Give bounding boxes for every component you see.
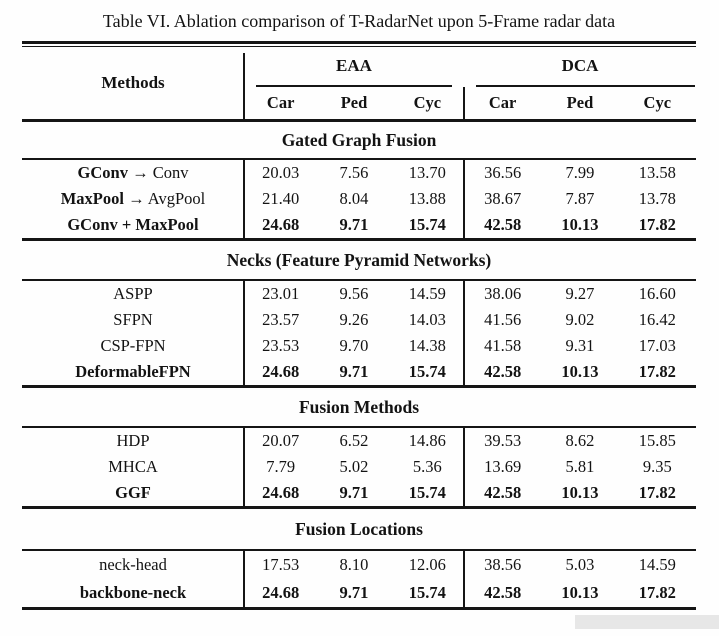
method-cell — [22, 430, 244, 450]
column-separator-1 — [243, 160, 245, 238]
value-cell: 7.79 — [266, 456, 296, 476]
group-header-eaa: EAA — [336, 56, 372, 75]
method-label-segment: GGF — [115, 482, 151, 502]
table-row — [22, 307, 696, 333]
section-title: Gated Graph Fusion — [281, 129, 437, 150]
value-cell: 6.52 — [339, 430, 369, 450]
value-cell: 42.58 — [484, 361, 522, 381]
method-label-segment: backbone-neck — [79, 582, 187, 602]
method-label-segment: HDP — [116, 430, 150, 450]
value-cell: 9.70 — [339, 335, 369, 355]
table-header — [22, 47, 696, 119]
table-row — [22, 212, 696, 238]
metric-group-headers — [244, 47, 696, 119]
column-separator-1 — [243, 551, 245, 607]
value-cell: 38.06 — [484, 283, 522, 303]
value-cell: 14.86 — [408, 430, 446, 450]
value-cell: 8.04 — [339, 188, 369, 208]
cmidrule-eaa — [256, 85, 452, 87]
table-row — [22, 359, 696, 385]
value-cell: 17.82 — [638, 361, 676, 381]
value-cell: 13.58 — [638, 162, 676, 182]
section-title: Fusion Locations — [295, 518, 423, 539]
table-row — [22, 428, 696, 454]
method-label-segment: ASPP — [113, 283, 153, 303]
method-cell — [22, 361, 244, 381]
value-cell: 24.68 — [262, 482, 300, 502]
value-cell: 9.31 — [565, 335, 595, 355]
method-cell — [22, 309, 244, 329]
methods-column-header: Methods — [101, 73, 165, 92]
value-cell: 13.78 — [638, 188, 676, 208]
value-cell: 10.13 — [561, 582, 599, 602]
value-cell: 24.68 — [262, 582, 300, 602]
table-row — [22, 551, 696, 579]
value-cell: 23.53 — [262, 335, 300, 355]
header-vertical-separator-2 — [463, 87, 465, 119]
value-cell: 38.67 — [484, 188, 522, 208]
value-cell: 24.68 — [262, 361, 300, 381]
value-cell: 23.57 — [262, 309, 300, 329]
value-cell: 38.56 — [484, 554, 522, 574]
column-separator-2 — [463, 551, 465, 607]
group-label-row — [244, 47, 696, 85]
column-separator-1 — [243, 281, 245, 385]
value-cell: 21.40 — [262, 188, 300, 208]
value-cell: 9.56 — [339, 283, 369, 303]
method-cell — [22, 283, 244, 303]
subcolumn-header-row — [244, 87, 696, 119]
table-row — [22, 281, 696, 307]
column-header-eaa-ped: Ped — [340, 93, 368, 112]
value-cell: 17.82 — [638, 214, 676, 234]
value-cell: 41.58 — [484, 335, 522, 355]
value-cell: 20.03 — [262, 162, 300, 182]
section-rows — [22, 428, 696, 506]
value-cell: 13.70 — [408, 162, 446, 182]
table-row — [22, 186, 696, 212]
column-separator-2 — [463, 428, 465, 506]
value-cell: 9.71 — [339, 214, 369, 234]
method-cell — [22, 456, 244, 476]
value-cell: 9.71 — [339, 361, 369, 381]
value-cell: 23.01 — [262, 283, 300, 303]
column-header-eaa-car: Car — [266, 93, 295, 112]
section-rows — [22, 551, 696, 607]
table-row — [22, 480, 696, 506]
value-cell: 9.71 — [339, 482, 369, 502]
table-row — [22, 160, 696, 186]
method-label-segment: neck-head — [99, 554, 167, 574]
value-cell: 8.62 — [565, 430, 595, 450]
method-cell — [22, 482, 244, 502]
value-cell: 13.88 — [408, 188, 446, 208]
watermark-remnant — [575, 615, 719, 629]
value-cell: 5.02 — [339, 456, 369, 476]
table-caption: Table VI. Ablation comparison of T-RadarNet upon 5-Frame radar data — [102, 11, 616, 31]
value-cell: 10.13 — [561, 361, 599, 381]
method-label-segment: MHCA — [108, 456, 158, 476]
method-label-segment: SFPN — [113, 309, 153, 329]
value-cell: 14.03 — [408, 309, 446, 329]
method-cell — [22, 335, 244, 355]
method-label-segment: GConv — [77, 162, 128, 182]
value-cell: 10.13 — [561, 482, 599, 502]
value-cell: 15.74 — [408, 361, 446, 381]
value-cell: 16.42 — [638, 309, 676, 329]
value-cell: 9.02 — [565, 309, 595, 329]
cmidrule-row — [244, 85, 696, 87]
column-separator-2 — [463, 281, 465, 385]
section-rows — [22, 160, 696, 238]
value-cell: 17.82 — [638, 582, 676, 602]
table-row — [22, 579, 696, 607]
value-cell: 39.53 — [484, 430, 522, 450]
method-label-segment: MaxPool — [60, 188, 124, 208]
value-cell: 9.26 — [339, 309, 369, 329]
value-cell: 5.36 — [412, 456, 442, 476]
section-title: Fusion Methods — [298, 396, 420, 417]
value-cell: 42.58 — [484, 582, 522, 602]
value-cell: 36.56 — [484, 162, 522, 182]
value-cell: 41.56 — [484, 309, 522, 329]
value-cell: 9.71 — [339, 582, 369, 602]
value-cell: 5.03 — [565, 554, 595, 574]
method-label-segment: CSP-FPN — [100, 335, 166, 355]
value-cell: 16.60 — [638, 283, 676, 303]
method-cell — [22, 554, 244, 574]
value-cell: 20.07 — [262, 430, 300, 450]
value-cell: 9.35 — [642, 456, 672, 476]
value-cell: 12.06 — [408, 554, 446, 574]
header-vertical-separator-1 — [243, 53, 245, 119]
section-title: Necks (Feature Pyramid Networks) — [226, 249, 492, 270]
method-cell — [22, 214, 244, 234]
value-cell: 15.74 — [408, 214, 446, 234]
value-cell: 9.27 — [565, 283, 595, 303]
column-header-dca-car: Car — [488, 93, 517, 112]
value-cell: 14.38 — [408, 335, 446, 355]
table-row — [22, 454, 696, 480]
ablation-table — [22, 0, 696, 610]
column-header-dca-cyc: Cyc — [643, 93, 672, 112]
value-cell: 15.74 — [408, 582, 446, 602]
table-bottom-rule — [22, 607, 696, 610]
value-cell: 24.68 — [262, 214, 300, 234]
value-cell: 13.69 — [484, 456, 522, 476]
value-cell: 14.59 — [638, 554, 676, 574]
value-cell: 17.03 — [638, 335, 676, 355]
method-cell — [22, 162, 244, 182]
column-separator-1 — [243, 428, 245, 506]
cmidrule-dca — [476, 85, 695, 87]
value-cell: 42.58 — [484, 214, 522, 234]
value-cell: 14.59 — [408, 283, 446, 303]
value-cell: 10.13 — [561, 214, 599, 234]
column-header-eaa-cyc: Cyc — [413, 93, 442, 112]
value-cell: 17.82 — [638, 482, 676, 502]
method-label-segment: GConv + MaxPool — [67, 214, 199, 234]
method-label-segment: → AvgPool — [123, 188, 206, 208]
method-cell — [22, 582, 244, 602]
value-cell: 15.85 — [638, 430, 676, 450]
column-separator-2 — [463, 160, 465, 238]
method-label-segment: DeformableFPN — [75, 361, 191, 381]
table-row — [22, 333, 696, 359]
value-cell: 7.56 — [339, 162, 369, 182]
table-sections — [22, 122, 696, 610]
value-cell: 17.53 — [262, 554, 300, 574]
value-cell: 7.99 — [565, 162, 595, 182]
value-cell: 42.58 — [484, 482, 522, 502]
group-header-dca: DCA — [561, 56, 599, 75]
section-rows — [22, 281, 696, 385]
method-label-segment: → Conv — [127, 162, 189, 182]
value-cell: 7.87 — [565, 188, 595, 208]
value-cell: 15.74 — [408, 482, 446, 502]
column-header-dca-ped: Ped — [566, 93, 594, 112]
method-cell — [22, 188, 244, 208]
value-cell: 8.10 — [339, 554, 369, 574]
value-cell: 5.81 — [565, 456, 595, 476]
